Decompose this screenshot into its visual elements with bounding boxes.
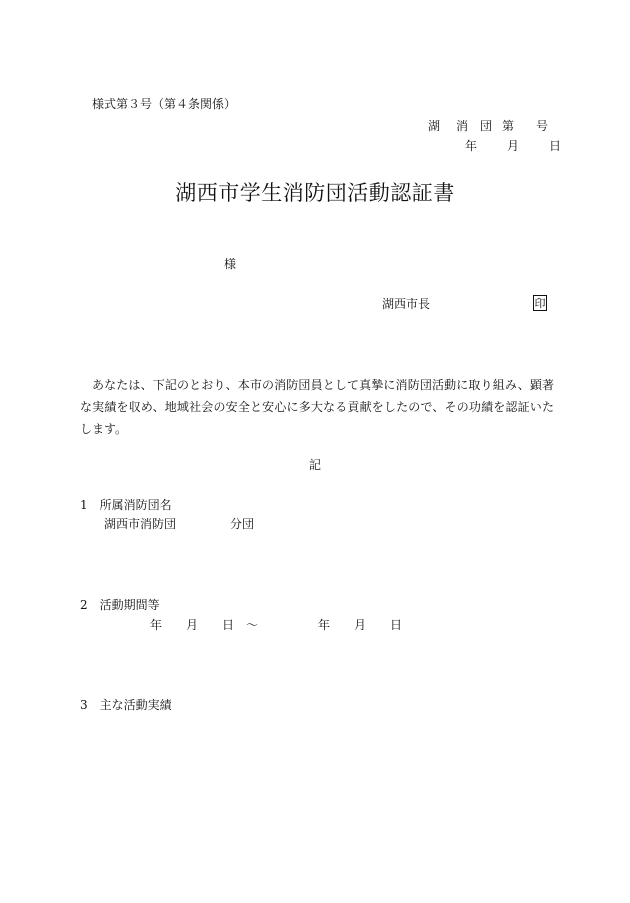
addressee-honorific: 様 [224, 257, 237, 271]
seal-mark: 印 [534, 296, 546, 310]
page-title: 湖西市学生消防団活動認証書 [175, 181, 455, 205]
doc-number-char: 号 [536, 119, 549, 133]
document-number [428, 120, 548, 132]
affiliation-corps: 湖西市消防団 [104, 517, 177, 531]
ki-heading: 記 [309, 458, 322, 472]
doc-number-char: 団 [480, 119, 493, 133]
affiliation-unit: 分団 [230, 517, 255, 531]
section-achievements-heading: 3 主な活動実績 [80, 698, 172, 712]
doc-number-char: 消 [456, 119, 469, 133]
doc-number-char: 第 [502, 119, 515, 133]
form-number: 様式第３号（第４条関係） [92, 97, 237, 111]
activity-period: 年 月 日 ～ 年 月 日 [150, 618, 403, 632]
certificate-body: あなたは、下記のとおり、本市の消防団員として真摯に消防団活動に取り組み、顕著な実績を収め、地域社会の安全と安心に多大なる貢献をしたので、その功績を認証いたします。 [80, 378, 554, 436]
section-period-heading: 2 活動期間等 [80, 598, 160, 612]
section-affiliation-heading: 1 所属消防団名 [80, 498, 172, 512]
issuer-name: 湖西市長 [382, 297, 431, 311]
doc-number-char: 湖 [428, 119, 441, 133]
document-date: 年 月 日 [465, 139, 564, 153]
